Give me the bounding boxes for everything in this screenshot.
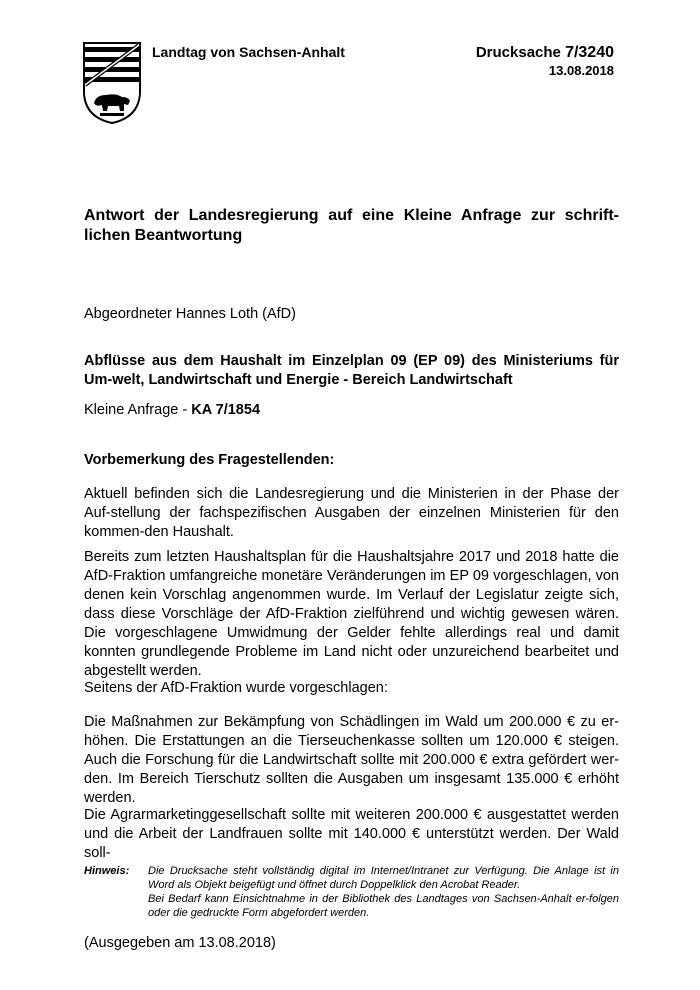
paragraph: Bereits zum letzten Haushaltsplan für die Haushaltsjahre 2017 und 2018 hatte die AfD-Fraktion umfangreiche monetäre Veränderungen im EP 09 vorgeschlagen, von denen kein Vorschlag angenommen wurde. Im Verlauf der Legislatur zeigte sich, dass diese Vorschläge der AfD-Fraktion zielführend und wichtig gewesen wären. Die vorgeschlagene Umwidmung der Gelder fehlte allerdings real und damit konnten grundlegende Probleme im Land nicht oder unzureichend bearbeitet und abgestellt werden. [84, 549, 619, 679]
hint-label: Hinweis: [84, 865, 130, 877]
document-date: 13.08.2018 [548, 63, 614, 78]
hint-box [84, 864, 619, 920]
hint-text: Die Drucksache steht vollständig digital im Internet/Intranet zur Verfügung. Die Anlage ist in Word als Objekt beigefügt und öffnet durch Doppelklick den Acrobat Reader. [148, 865, 619, 891]
preamble-heading: Vorbemerkung des Fragestellenden: [84, 452, 335, 468]
drucksache-label: Drucksache [475, 44, 561, 61]
drucksache-line [476, 44, 614, 62]
paragraph: Aktuell befinden sich die Landesregierung und die Ministerien in der Phase der Auf-stellung der fachspezifischen Ausgaben der einzelnen Ministerien für den kommen-den Haushalt. [84, 486, 619, 540]
paragraph: Seitens der AfD-Fraktion wurde vorgeschlagen: [84, 680, 388, 696]
org-name: Landtag von Sachsen-Anhalt [152, 44, 345, 60]
inquiry-prefix: Kleine Anfrage - [84, 402, 192, 418]
issued-date: (Ausgegeben am 13.08.2018) [84, 935, 276, 951]
document-title: Antwort der Landesregierung auf eine Kleine Anfrage zur schrift-lichen Beantwortung [84, 207, 619, 244]
drucksache-number: 7/3240 [565, 44, 614, 61]
inquiry-line [84, 401, 619, 420]
paragraph: Die Agrarmarketinggesellschaft sollte mit weiteren 200.000 € ausgestattet werden und die Arbeit der Landfrauen sollte mit 140.000 € unterstützt werden. Der Wald soll- [84, 807, 619, 861]
paragraph: Die Maßnahmen zur Bekämpfung von Schädlingen im Wald um 200.000 € zu er-höhen. Die Erstattungen an die Tierseuchenkasse sollten um 120.000 € steigen. Auch die Forschung für die Landwirtschaft sollte mit 200.000 € extra gefördert wer-den. Im Bereich Tierschutz sollten die Ausgaben um insgesamt 135.000 € erhöht werden. [84, 714, 619, 806]
author: Abgeordneter Hannes Loth (AfD) [84, 306, 296, 322]
hint-text-2: Bei Bedarf kann Einsichtnahme in der Bibliothek des Landtages von Sachsen-Anhalt er-folgen oder die gedruckte Form abgefordert werden. [148, 893, 619, 919]
document-id [476, 44, 614, 78]
subject: Abflüsse aus dem Haushalt im Einzelplan 09 (EP 09) des Ministeriums für Um-welt, Landwirtschaft und Energie - Bereich Landwirtschaft [84, 353, 619, 388]
inquiry-number: KA 7/1854 [191, 402, 261, 418]
coat-of-arms-icon [82, 41, 142, 125]
